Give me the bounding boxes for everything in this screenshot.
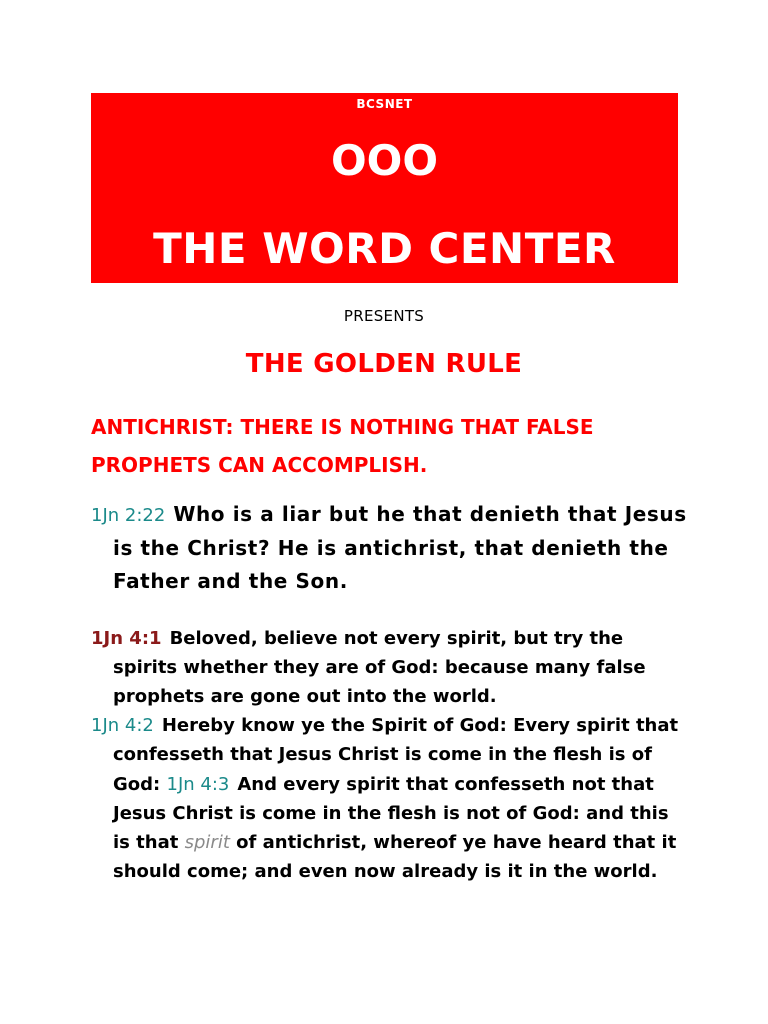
verse-text: And every spirit that confesseth not that Jesus Christ is come in the flesh is not of God: and this is that (113, 773, 669, 854)
verse-reference: 1Jn 4:2 (91, 715, 154, 736)
verse-reference: 1Jn 2:22 (91, 505, 166, 526)
verse-text: Hereby know ye the Spirit of God: Every spirit that confesseth that Jesus Christ is come in the flesh is of God: (113, 715, 679, 795)
document-subtitle (91, 408, 691, 484)
verse-1jn-4-2 (91, 711, 691, 887)
banner-title: THE WORD CENTER (153, 224, 616, 273)
organization-name: BCSNET (356, 97, 413, 111)
subtitle-line-1: ANTICHRIST: THERE IS NOTHING THAT FALSE (91, 415, 594, 439)
header-banner (91, 93, 678, 283)
subtitle-line-2: PROPHETS CAN ACCOMPLISH. (91, 453, 428, 477)
emphasized-word: spirit (184, 832, 230, 854)
verse-1jn-4-1 (91, 624, 691, 711)
verse-text: Beloved, believe not every spirit, but try the spirits whether they are of God: because many false prophets are gone out into the world. (113, 628, 646, 707)
banner-code: OOO (330, 136, 439, 185)
verse-reference: 1Jn 4:3 (166, 773, 230, 795)
verse-1jn-2-22 (91, 498, 691, 598)
presents-label: PRESENTS (343, 307, 425, 325)
document-title: THE GOLDEN RULE (245, 349, 523, 379)
verse-text: Who is a liar but he that denieth that Jesus is the Christ? He is antichrist, that denieth the Father and the Son. (113, 502, 687, 593)
verse-text: of antichrist, whereof ye have heard that it should come; and even now already is it in the world. (113, 832, 677, 883)
verse-reference: 1Jn 4:1 (91, 628, 162, 649)
